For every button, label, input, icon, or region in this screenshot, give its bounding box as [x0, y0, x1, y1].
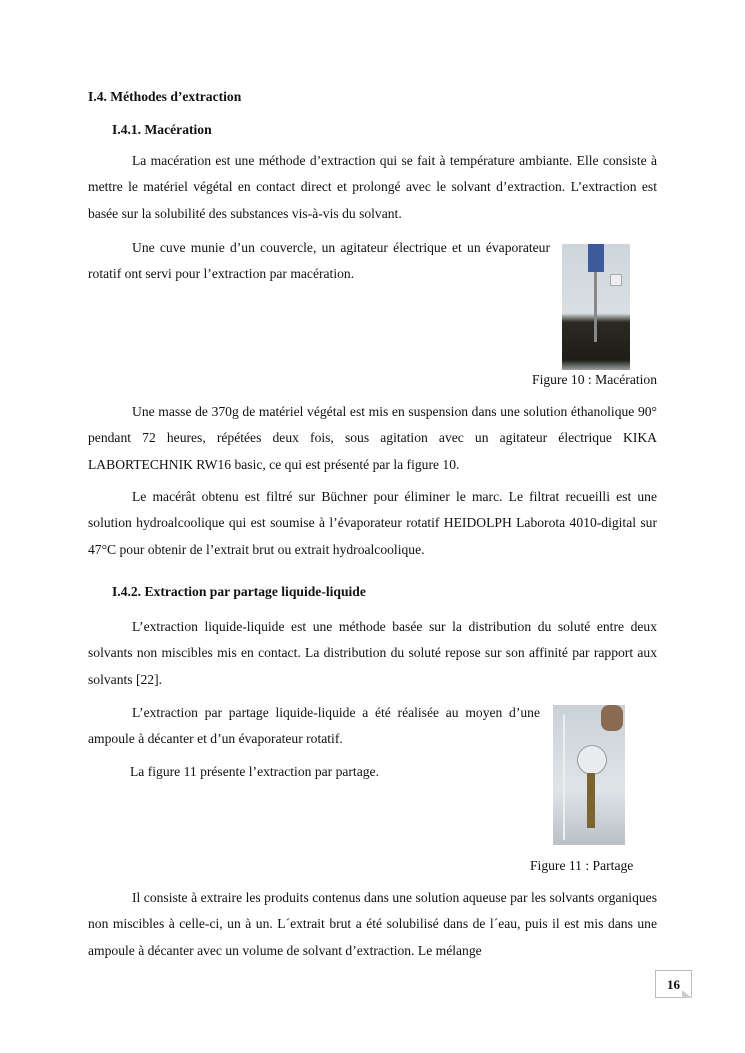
paragraph: L’extraction par partage liquide-liquide a été réalisée au moyen d’une ampoule à décanter et d’un évaporateur rotatif. — [88, 705, 540, 747]
paragraph: Il consiste à extraire les produits contenus dans une solution aqueuse par les solvants organiques non miscibles à celle-ci, un à un. L´extrait brut a été solubilisé dans de l´eau, puis il est mis dans une ampoule à décanter avec un volume de solvant d’extraction. Le mélange — [88, 890, 657, 958]
paragraph: La figure 11 présente l’extraction par partage. — [130, 764, 379, 779]
figure-11-partage-photo — [553, 705, 625, 845]
subsection-heading-maceration: I.4.1. Macération — [112, 122, 212, 137]
paragraph: Une cuve munie d’un couvercle, un agitateur électrique et un évaporateur rotatif ont servi pour l’extraction par macération. — [88, 240, 550, 282]
figure-11-caption: Figure 11 : Partage — [530, 858, 634, 873]
subsection-heading-partage: I.4.2. Extraction par partage liquide-liquide — [112, 584, 366, 599]
paragraph: L’extraction liquide-liquide est une méthode basée sur la distribution du soluté entre deux solvants non miscibles mis en contact. La distribution du soluté repose sur son affinité par rapport aux solvants [22]. — [88, 619, 657, 687]
paragraph: Le macérât obtenu est filtré sur Büchner pour éliminer le marc. Le filtrat recueilli est une solution hydroalcoolique qui est soumise à l’évaporateur rotatif HEIDOLPH Laborota 4010-digital sur 47°C pour obtenir de l’extrait brut ou extrait hydroalcoolique. — [88, 489, 657, 557]
paragraph: Une masse de 370g de matériel végétal est mis en suspension dans une solution éthanolique 90° pendant 72 heures, répétées deux fois, sous agitation avec un agitateur électrique KIKA LABORTECHNIK RW16 basic, ce qui est présenté par la figure 10. — [88, 404, 657, 472]
figure-10-maceration-photo — [562, 244, 630, 370]
section-heading: I.4. Méthodes d’extraction — [88, 89, 242, 104]
paragraph: La macération est une méthode d’extraction qui se fait à température ambiante. Elle consiste à mettre le matériel végétal en contact direct et prolongé avec le solvant d’extraction. L’extraction est basée sur la solubilité des substances vis-à-vis du solvant. — [88, 153, 657, 221]
page-number: 16 — [655, 970, 692, 998]
figure-10-caption: Figure 10 : Macération — [532, 372, 657, 387]
